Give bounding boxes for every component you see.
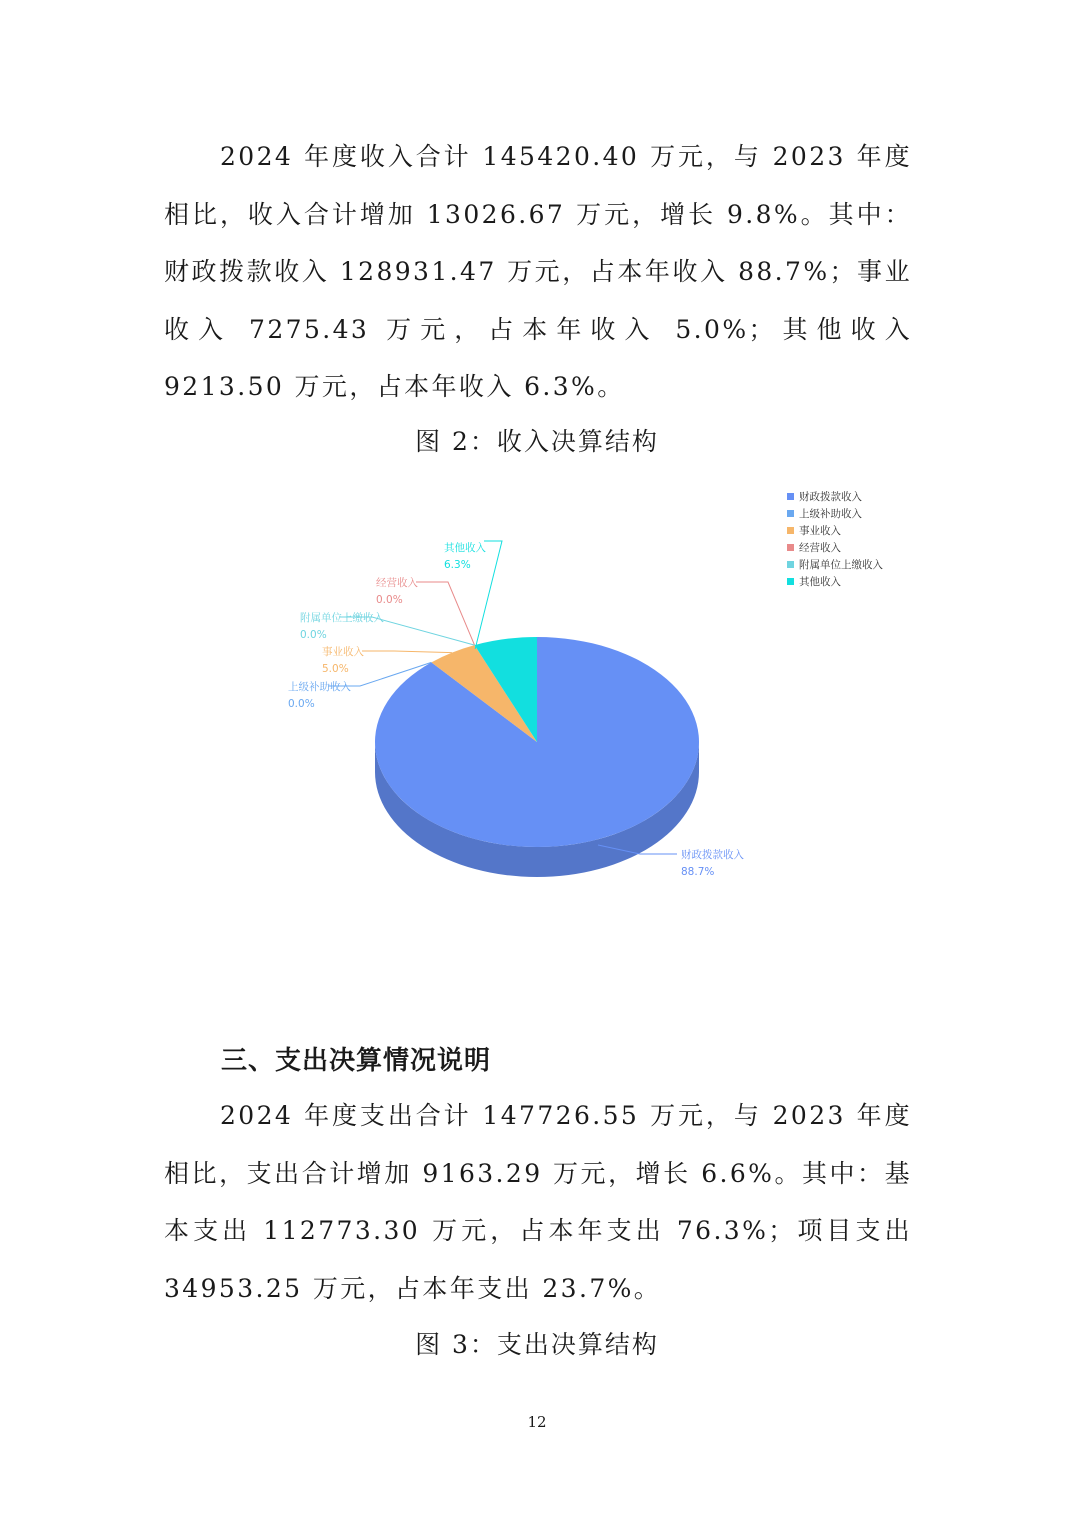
legend-entry: 财政拨款收入 (799, 491, 862, 503)
leader-line-经营收入 (416, 582, 475, 645)
income-summary-paragraph: 2024 年度收入合计 145420.40 万元，与 2023 年度相比，收入合计增加 13026.67 万元，增长 9.8%。其中：财政拨款收入 128931.47 万元，占本年收入 88.7%；事业收入 7275.43 万元，占本年收入 5.0%；其他收入 9213.50 万元，占本年收入 6.3%。 (164, 142, 912, 401)
legend-swatch (787, 578, 794, 585)
page-number: 12 (527, 1413, 547, 1431)
slice-value-label: 0.0% (300, 629, 327, 641)
slice-value-label: 5.0% (322, 663, 349, 675)
expenditure-summary-paragraph: 2024 年度支出合计 147726.55 万元，与 2023 年度相比，支出合计增加 9163.29 万元，增长 6.6%。其中：基本支出 112773.30 万元，占本年支出 76.3%；项目支出 34953.25 万元，占本年支出 23.7%。 (164, 1101, 912, 1303)
legend-entry: 经营收入 (799, 542, 841, 554)
income-structure-pie-chart (0, 480, 1074, 920)
legend-swatch (787, 527, 794, 534)
slice-value-label: 0.0% (376, 594, 403, 606)
legend-swatch (787, 493, 794, 500)
legend-swatch (787, 561, 794, 568)
legend-swatch (787, 544, 794, 551)
slice-name-label: 附属单位上缴收入 (300, 612, 384, 624)
figure-3-caption: 图 3：支出决算结构 (415, 1330, 659, 1359)
slice-value-label: 6.3% (444, 559, 471, 571)
slice-value-label: 0.0% (288, 698, 315, 710)
slice-name-label: 经营收入 (376, 577, 418, 589)
legend-entry: 事业收入 (799, 525, 841, 537)
slice-value-label: 88.7% (681, 866, 715, 878)
slice-name-label: 其他收入 (444, 542, 486, 554)
legend-entry: 上级补助收入 (799, 508, 862, 520)
slice-name-label: 事业收入 (322, 646, 364, 658)
section-heading: 三、支出决算情况说明 (221, 1046, 492, 1076)
legend-entry: 其他收入 (799, 576, 841, 588)
legend-entry: 附属单位上缴收入 (799, 559, 883, 571)
leader-line-其他收入 (475, 541, 502, 649)
legend-swatch (787, 510, 794, 517)
slice-name-label: 上级补助收入 (288, 681, 351, 693)
leader-line-事业收入 (362, 651, 452, 653)
slice-name-label: 财政拨款收入 (681, 849, 744, 861)
figure-2-caption: 图 2：收入决算结构 (415, 427, 659, 456)
